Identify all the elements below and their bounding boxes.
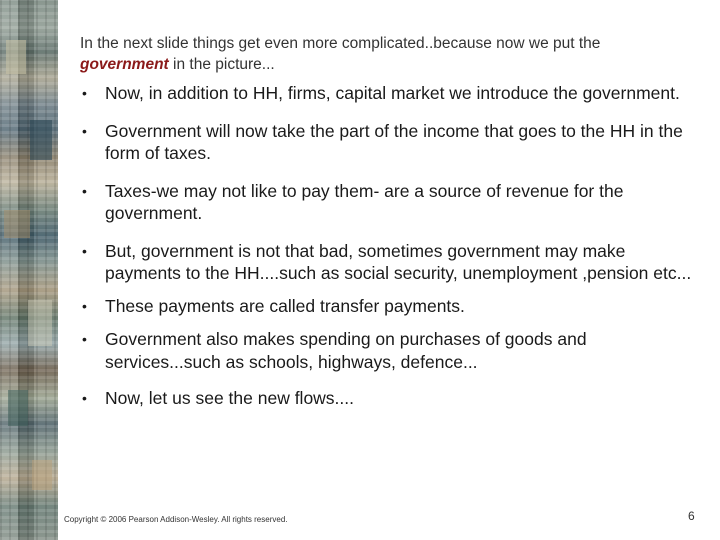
bullet-dot: • [82, 85, 87, 101]
intro-after: in the picture... [168, 56, 275, 73]
bullet-dot: • [82, 390, 87, 406]
intro-before: In the next slide things get even more complicated..because now we put the [80, 35, 601, 52]
page-number: 6 [688, 509, 695, 523]
bullet-dot: • [82, 122, 87, 139]
bullet-item [82, 180, 692, 225]
intro-text [80, 33, 680, 75]
bullet-dot: • [82, 297, 87, 314]
bullet-text: Now, in addition to HH, firms, capital market we introduce the government. [105, 83, 680, 103]
bullet-text: Now, let us see the new flows.... [105, 388, 355, 408]
bullet-item [82, 387, 692, 410]
bullet-dot: • [82, 331, 87, 347]
decorative-side-strip [0, 0, 58, 540]
bullet-item [82, 240, 692, 285]
copyright-notice: Copyright © 2006 Pearson Addison-Wesley. All rights reserved. [64, 515, 288, 524]
bullet-text: Government also makes spending on purchases of goods and services...such as schools, highways, defence... [105, 329, 587, 372]
bullet-text: Taxes-we may not like to pay them- are a source of revenue for the government. [105, 180, 624, 223]
bullet-text: But, government is not that bad, sometimes government may make payments to the HH....such as social security, unemployment ,pension etc... [105, 240, 692, 283]
bullet-dot: • [82, 242, 87, 259]
bullet-dot: • [82, 182, 87, 199]
bullet-text: Government will now take the part of the income that goes to the HH in the form of taxes. [105, 120, 683, 163]
intro-highlight: government [80, 56, 169, 73]
bullet-item [82, 82, 692, 105]
bullet-item [82, 120, 692, 165]
bullet-text: These payments are called transfer payments. [105, 295, 465, 316]
bullet-item [82, 295, 692, 318]
bullet-list [82, 82, 692, 410]
bullet-item [82, 328, 692, 373]
